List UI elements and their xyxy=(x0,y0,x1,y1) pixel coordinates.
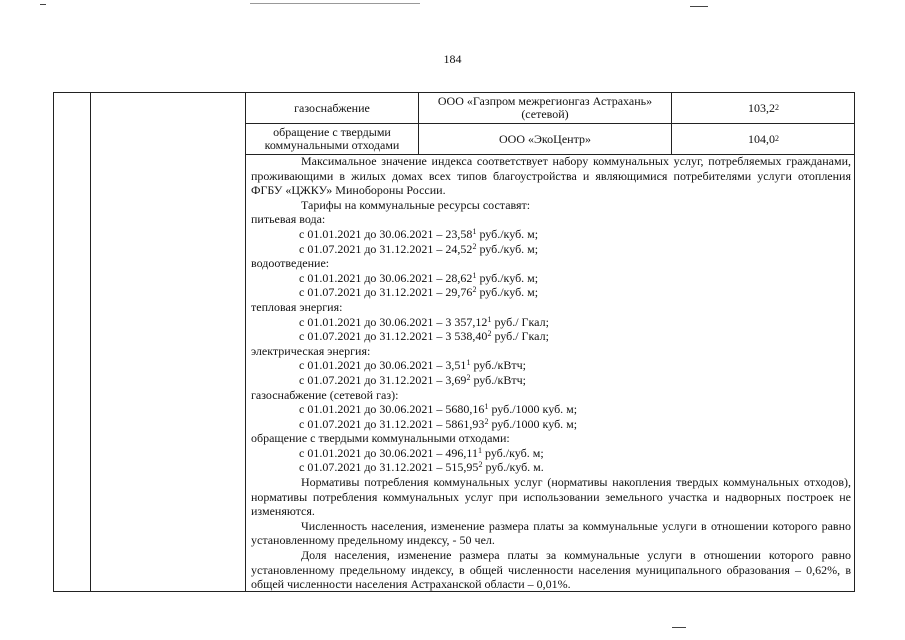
tariff-line: с 01.01.2021 до 30.06.2021 – 3 357,12$^1$ руб./ Гкал; xyxy=(299,314,549,329)
tariff-line: с 01.07.2021 до 31.12.2021 – 24,52$^2$ руб./куб. м; xyxy=(299,241,539,256)
tariff-group-title: тепловая энергия: xyxy=(251,299,343,314)
tariff-group-water xyxy=(251,212,851,256)
index-cell-waste: 104,0 2 xyxy=(748,131,779,146)
service-cell-waste: обращение с твердыми коммунальными отходами xyxy=(264,125,400,152)
tariff-line: с 01.07.2021 до 31.12.2021 – 5861,93$^2$ руб./1000 куб. м; xyxy=(299,416,578,431)
paragraph-index-description: Максимальное значение индекса соответствует набору коммунальных услуг, потребляемых гражданами, проживающими в жилых домах всех типов благоустройства и являющимися потребителями услуги отопления ФГБУ «ЦЖКУ» Минобороны России. xyxy=(251,154,851,198)
tariff-group-title: обращение с твердыми коммунальными отходами: xyxy=(251,431,510,446)
page-number: 184 xyxy=(443,52,462,66)
tariff-line: с 01.01.2021 до 30.06.2021 – 3,51$^1$ руб./кВтч; xyxy=(299,358,527,373)
tariff-group-sewerage xyxy=(251,256,851,300)
scan-mark-top-right xyxy=(690,6,708,7)
tariff-group-heat xyxy=(251,300,851,344)
paragraph-population-share: Доля населения, изменение размера платы за коммунальные услуги в отношении которого равно установленному предельному индексу, в общей численности населения муниципального образования – 0,62%, в общей численности населения Астраханской области – 0,01%. xyxy=(251,548,851,592)
column-divider-1 xyxy=(90,93,91,591)
tariff-line: с 01.01.2021 до 30.06.2021 – 28,62$^1$ руб./куб. м; xyxy=(299,270,539,285)
tariff-line: с 01.01.2021 до 30.06.2021 – 23,58$^1$ руб./куб. м; xyxy=(299,226,539,241)
tariff-group-title: водоотведение: xyxy=(251,256,330,271)
paragraph-population: Численность населения, изменение размера платы за коммунальные услуги в отношении которого равно установленному предельному индексу, - 50 чел. xyxy=(251,518,851,548)
scan-mark-top-left xyxy=(40,4,46,5)
tariff-group-gas xyxy=(251,388,851,432)
tariff-line: с 01.07.2021 до 31.12.2021 – 515,95$^2$ руб./куб. м. xyxy=(299,460,544,475)
tariff-line: с 01.07.2021 до 31.12.2021 – 3 538,40$^2$ руб./ Гкал; xyxy=(299,329,549,344)
tariff-line: с 01.01.2021 до 30.06.2021 – 5680,16$^1$ руб./1000 куб. м; xyxy=(299,402,578,417)
index-value: 104,0 xyxy=(748,131,775,146)
scan-mark-top xyxy=(250,3,420,4)
tariff-group-title: электрическая энергия: xyxy=(251,343,371,358)
provider-cell-waste: ООО «ЭкоЦентр» xyxy=(499,131,591,146)
tariff-group-title: газоснабжение (сетевой газ): xyxy=(251,387,399,402)
provider-cell-gas: ООО «Газпром межрегионгаз Астрахань» (сетевой) xyxy=(437,94,653,121)
scan-mark-bottom-right xyxy=(672,627,686,628)
service-cell-gas: газоснабжение xyxy=(294,100,370,115)
index-value: 103,2 xyxy=(748,100,775,115)
body-text xyxy=(251,154,851,592)
tariff-line: с 01.01.2021 до 30.06.2021 – 496,11$^1$ руб./куб. м; xyxy=(299,445,544,460)
paragraph-norms: Нормативы потребления коммунальных услуг (нормативы накопления твердых коммунальных отходов), нормативы потребления коммунальных услуг при использовании земельного участка и надворных построек не изменяются. xyxy=(251,475,851,519)
document-table xyxy=(53,92,855,592)
paragraph-tariffs-intro: Тарифы на коммунальные ресурсы составят: xyxy=(301,197,531,212)
index-cell-gas: 103,2 2 xyxy=(748,100,779,115)
column-divider-2 xyxy=(245,93,246,591)
tariff-group-electricity xyxy=(251,344,851,388)
tariff-group-waste xyxy=(251,431,851,475)
tariff-group-title: питьевая вода: xyxy=(251,212,326,227)
tariff-line: с 01.07.2021 до 31.12.2021 – 3,69$^2$ руб./кВтч; xyxy=(299,372,527,387)
tariff-line: с 01.07.2021 до 31.12.2021 – 29,76$^2$ руб./куб. м; xyxy=(299,285,539,300)
